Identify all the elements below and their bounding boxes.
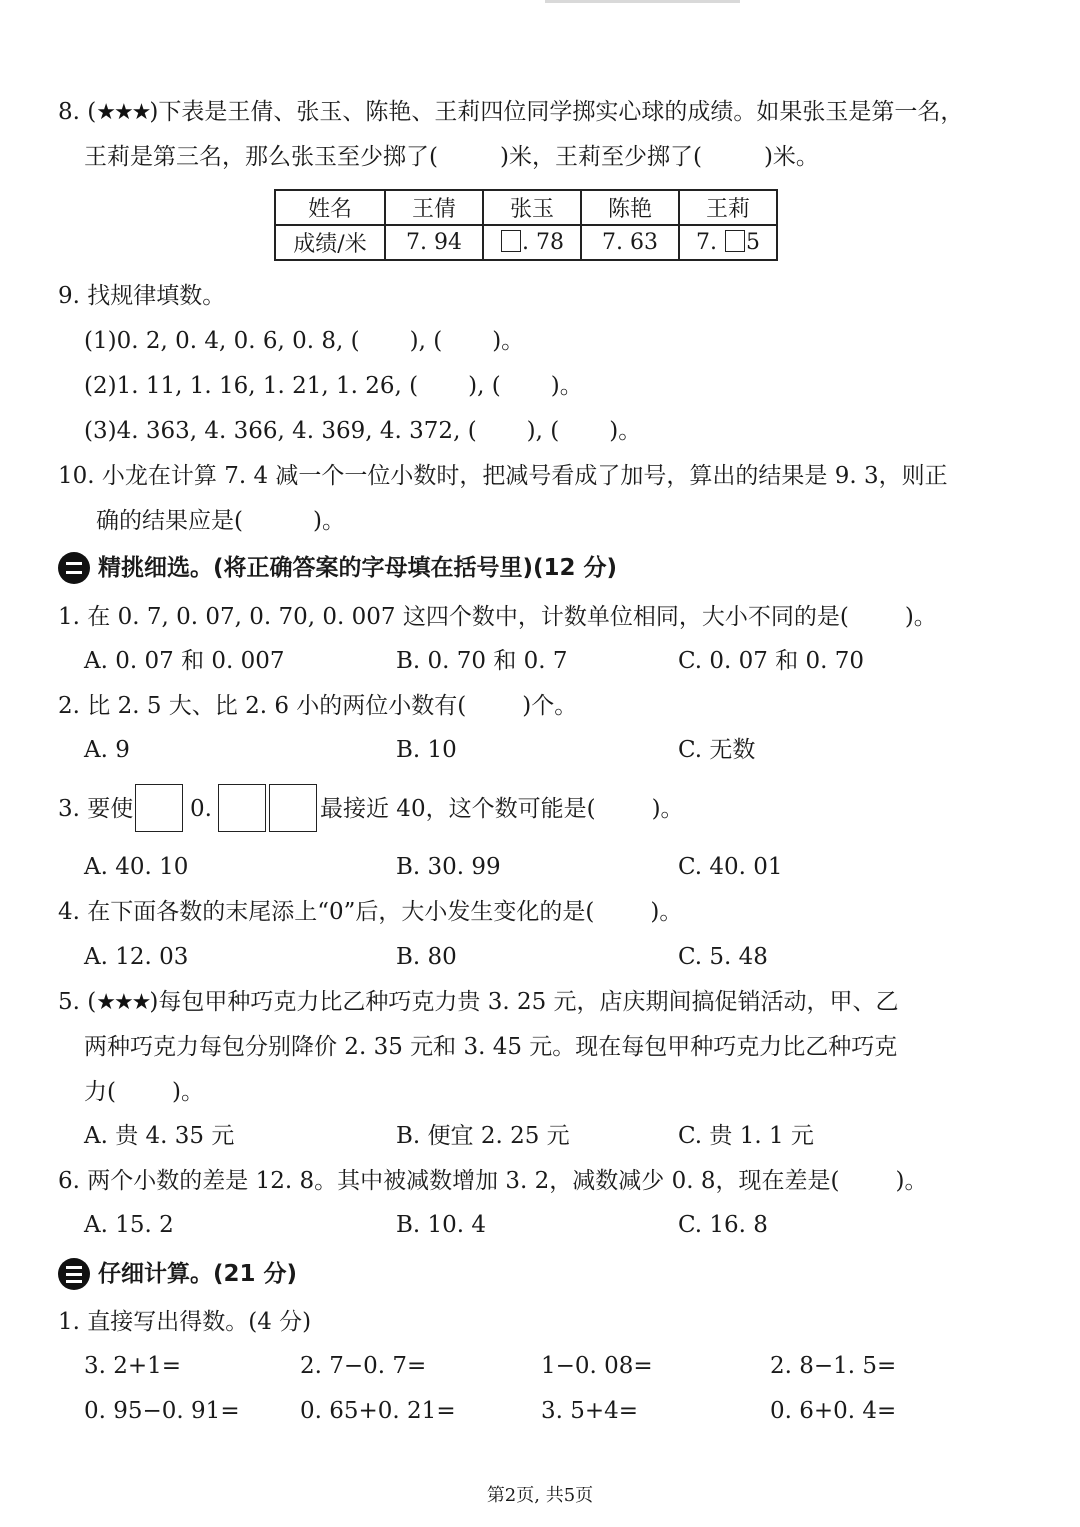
difficulty-stars: ★★★ (96, 100, 150, 125)
section-2-heading: 精挑细选。(将正确答案的字母填在括号里)(12 分) (58, 553, 678, 585)
digit-box[interactable] (501, 230, 521, 252)
digit-box[interactable] (218, 784, 266, 832)
s2-q5-line2: 两种巧克力每包分别降价 2. 35 元和 3. 45 元。现在每包甲种巧克力比乙种巧克 (84, 1034, 898, 1060)
scores-table (274, 189, 778, 261)
s2-q5-line1: 5. (★★★)每包甲种巧克力比乙种巧克力贵 3. 25 元，店庆期间搞促销活动，甲、乙 (58, 989, 899, 1015)
option-b[interactable]: B. 0. 70 和 0. 7 (396, 648, 568, 674)
calc-item[interactable]: 0. 6+0. 4= (770, 1398, 897, 1424)
option-c[interactable]: C. 贵 1. 1 元 (678, 1123, 814, 1149)
option-c[interactable]: C. 40. 01 (678, 854, 783, 880)
q8-line2: 王莉是第三名，那么张玉至少掷了( )米，王莉至少掷了( )米。 (84, 144, 819, 170)
s2-q3-stem-mid: 0. (190, 796, 212, 822)
option-a[interactable]: A. 12. 03 (84, 944, 189, 970)
table-header-cell: 王莉 (679, 190, 777, 225)
calc-item[interactable]: 2. 7−0. 7= (300, 1353, 427, 1379)
s2-q6-stem: 6. 两个小数的差是 12. 8。其中被减数增加 3. 2，减数减少 0. 8，现在差是( )。 (58, 1168, 928, 1194)
option-c[interactable]: C. 0. 07 和 0. 70 (678, 648, 865, 674)
section-number-two-icon (58, 552, 90, 584)
option-c[interactable]: C. 5. 48 (678, 944, 768, 970)
table-header-cell: 姓名 (275, 190, 385, 225)
q10-line1: 10. 小龙在计算 7. 4 减一个一位小数时，把减号看成了加号，算出的结果是 9. 3，则正 (58, 463, 948, 489)
s3-q1-title: 1. 直接写出得数。(4 分) (58, 1309, 312, 1335)
option-a[interactable]: A. 0. 07 和 0. 007 (84, 648, 285, 674)
s2-q2-stem: 2. 比 2. 5 大、比 2. 6 小的两位小数有( )个。 (58, 693, 578, 719)
option-b[interactable]: B. 10. 4 (396, 1212, 487, 1238)
table-cell: 7. 5 (679, 225, 777, 260)
option-a[interactable]: A. 40. 10 (84, 854, 189, 880)
option-b[interactable]: B. 30. 99 (396, 854, 501, 880)
q9-title: 9. 找规律填数。 (58, 283, 226, 309)
scan-edge-mark (545, 0, 740, 3)
calc-item[interactable]: 3. 5+4= (541, 1398, 639, 1424)
s2-q3-stem-b: 最接近 40，这个数可能是( )。 (320, 796, 684, 822)
table-row (275, 190, 777, 225)
digit-box[interactable] (269, 784, 317, 832)
s2-q3-stem-a: 3. 要使 (58, 796, 134, 822)
q9-item-1: (1)0. 2, 0. 4, 0. 6, 0. 8, ( ), ( )。 (84, 328, 525, 354)
calc-item[interactable]: 2. 8−1. 5= (770, 1353, 897, 1379)
q9-item-3: (3)4. 363, 4. 366, 4. 369, 4. 372, ( ), ( )。 (84, 418, 642, 444)
s2-q1-stem: 1. 在 0. 7, 0. 07, 0. 70, 0. 007 这四个数中，计数单位相同，大小不同的是( )。 (58, 604, 937, 630)
table-row-label: 成绩/米 (275, 225, 385, 260)
option-a[interactable]: A. 9 (84, 737, 130, 763)
section-number-three-icon (58, 1258, 90, 1290)
table-cell: 7. 94 (385, 225, 483, 260)
table-header-cell: 王倩 (385, 190, 483, 225)
s2-q4-stem: 4. 在下面各数的末尾添上“0”后，大小发生变化的是( )。 (58, 899, 683, 925)
q9-item-2: (2)1. 11, 1. 16, 1. 21, 1. 26, ( ), ( )。 (84, 373, 583, 399)
table-row (275, 225, 777, 260)
option-b[interactable]: B. 10 (396, 737, 457, 763)
section-3-heading: 仔细计算。(21 分) (58, 1259, 358, 1291)
table-header-cell: 陈艳 (581, 190, 679, 225)
option-b[interactable]: B. 便宜 2. 25 元 (396, 1123, 570, 1149)
q10-line2: 确的结果应是( )。 (96, 508, 345, 534)
calc-item[interactable]: 0. 95−0. 91= (84, 1398, 240, 1424)
table-header-cell: 张玉 (483, 190, 581, 225)
calc-item[interactable]: 3. 2+1= (84, 1353, 182, 1379)
q8-line1: 8. (★★★)下表是王倩、张玉、陈艳、王莉四位同学掷实心球的成绩。如果张玉是第一名， (58, 99, 964, 125)
s2-q5-line3: 力( )。 (84, 1079, 204, 1105)
digit-box[interactable] (135, 784, 183, 832)
calc-item[interactable]: 1−0. 08= (541, 1353, 653, 1379)
table-cell: 7. 63 (581, 225, 679, 260)
difficulty-stars: ★★★ (96, 990, 150, 1015)
option-a[interactable]: A. 15. 2 (84, 1212, 174, 1238)
table-cell: . 78 (483, 225, 581, 260)
option-c[interactable]: C. 16. 8 (678, 1212, 768, 1238)
option-c[interactable]: C. 无数 (678, 737, 756, 763)
option-b[interactable]: B. 80 (396, 944, 457, 970)
digit-box[interactable] (725, 230, 745, 252)
page-footer: 第2页, 共5页 (486, 1485, 594, 1506)
calc-item[interactable]: 0. 65+0. 21= (300, 1398, 456, 1424)
option-a[interactable]: A. 贵 4. 35 元 (84, 1123, 235, 1149)
